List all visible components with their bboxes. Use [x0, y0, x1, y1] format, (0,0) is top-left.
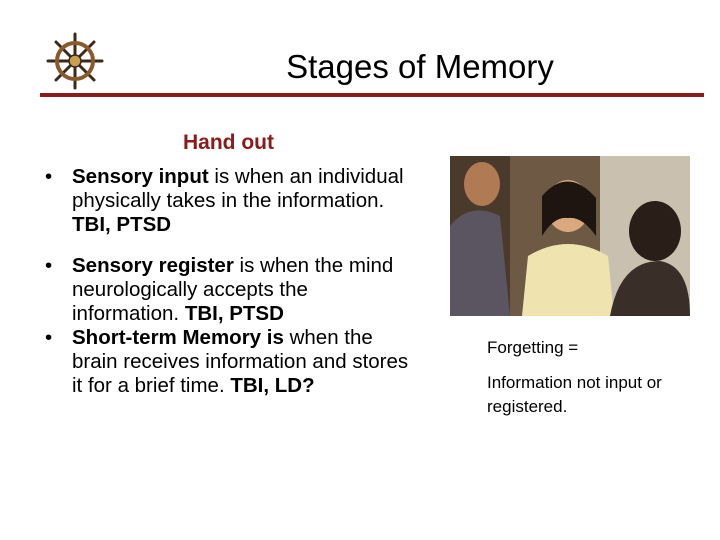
bullet-text: when the brain receives information and stores it for a brief time. [72, 326, 409, 397]
bullet-short-term-memory [40, 326, 420, 398]
group-discussion-photo [450, 156, 690, 316]
handout-subtitle: Hand out [183, 131, 274, 154]
bullet-tag: TBI, PTSD [72, 213, 172, 236]
bullet-sensory-input [40, 165, 420, 237]
bullet-list [40, 165, 420, 398]
bullet-text: is when an individual physically takes in the information. [72, 165, 404, 212]
bullet-sensory-register [40, 254, 420, 326]
bullet-dot-icon: • [45, 326, 53, 349]
bullet-lead: Sensory register [72, 254, 234, 277]
ship-wheel-logo-icon [44, 30, 106, 92]
bullet-lead: Short-term Memory is [72, 326, 284, 349]
bullet-dot-icon: • [45, 165, 53, 188]
bullet-dot-icon: • [45, 254, 53, 277]
forgetting-definition: Information not input or registered. [487, 373, 662, 416]
bullet-tag: TBI, LD? [230, 374, 315, 397]
bullet-lead: Sensory input [72, 165, 209, 188]
bullet-tag: TBI, PTSD [184, 302, 284, 325]
title-divider [40, 93, 704, 97]
forgetting-label: Forgetting = [487, 338, 579, 357]
slide-title: Stages of Memory [286, 48, 554, 85]
bullet-text: is when the mind neurologically accepts the information. [72, 254, 394, 325]
